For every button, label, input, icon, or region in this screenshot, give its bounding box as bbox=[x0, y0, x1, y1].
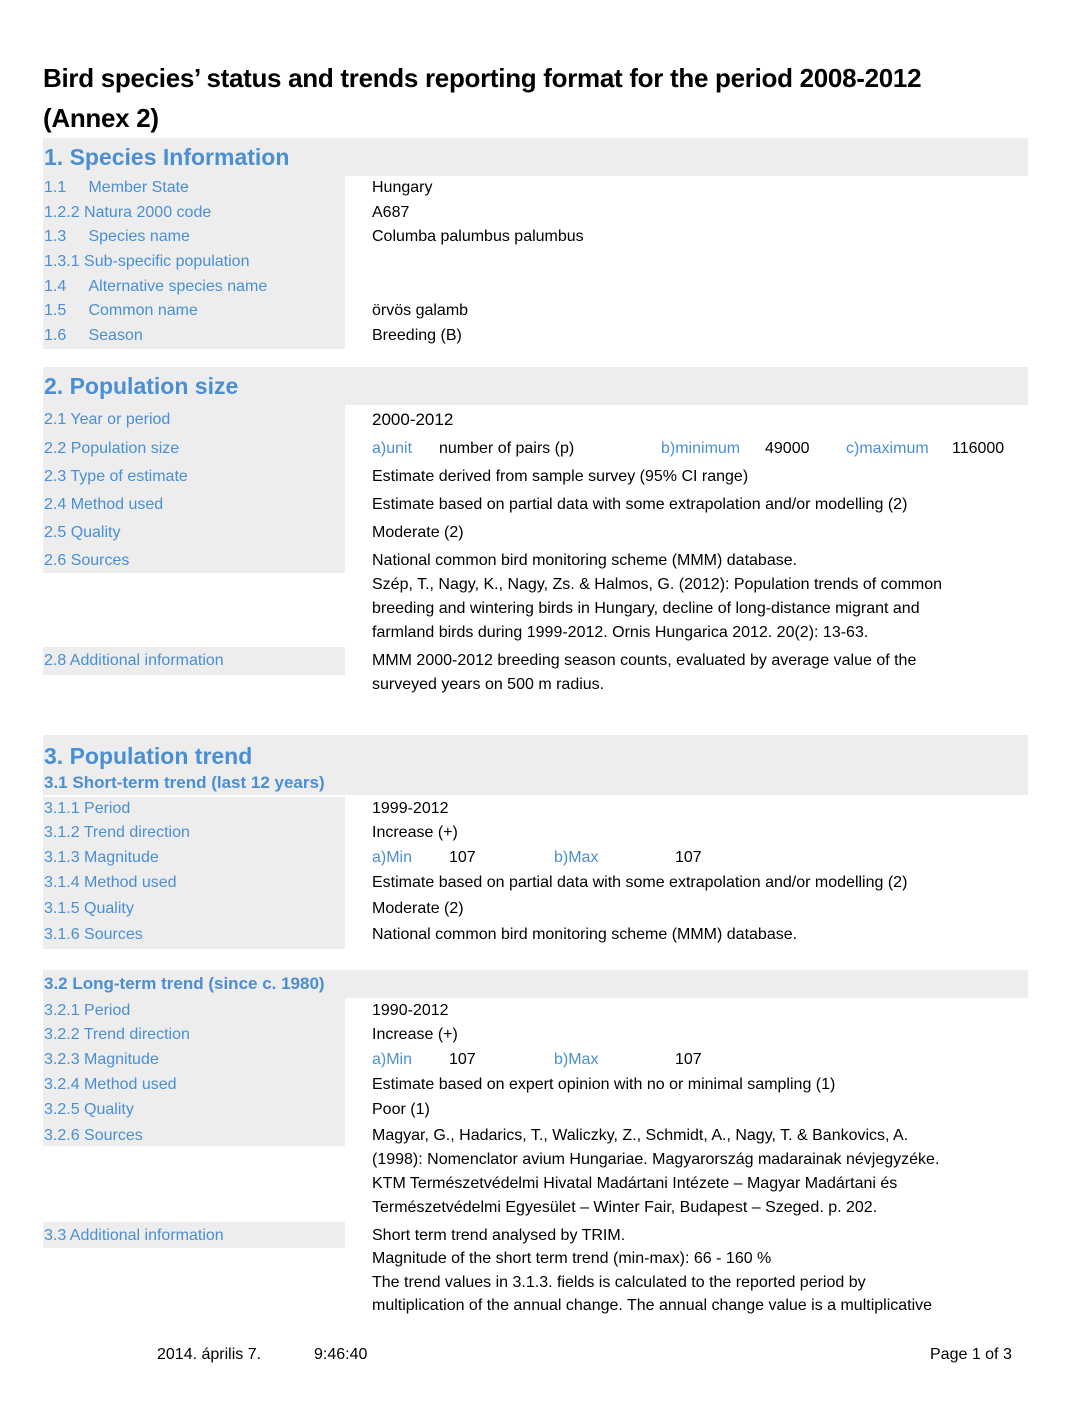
row-quality: 2.5 Quality Moderate (2) bbox=[43, 519, 1028, 547]
species-info-row bbox=[43, 201, 1028, 226]
row-long-method: 3.2.4 Method used Estimate based on expert opinion with no or minimal sampling (1) bbox=[43, 1072, 1028, 1097]
row-short-magnitude: 3.1.3 Magnitude a)Min 107 b)Max 107 bbox=[43, 845, 1028, 870]
long-term-trend-heading: 3.2 Long-term trend (since c. 1980) bbox=[43, 970, 1028, 998]
long-term-trend-table bbox=[43, 998, 1028, 1318]
footer-date: 2014. április 7. bbox=[157, 1346, 262, 1363]
row-population-size: 2.2 Population size a)unit number of pairs (p) b)minimum 49000 c)maximum 116000 bbox=[43, 435, 1028, 463]
species-info-row bbox=[43, 225, 1028, 250]
footer-time: 9:46:40 bbox=[314, 1346, 368, 1363]
field-label: 1.3 Species name bbox=[43, 225, 345, 250]
section-population-trend: 3. Population trend bbox=[43, 735, 1028, 771]
field-value: A687 bbox=[372, 203, 410, 221]
row-long-direction: 3.2.2 Trend direction Increase (+) bbox=[43, 1023, 1028, 1047]
row-additional-info: 2.8 Additional information MMM 2000-2012 breeding season counts, evaluated by average value of the surveyed years on 500 m radius. bbox=[43, 647, 1028, 697]
species-info-row bbox=[43, 176, 1028, 201]
field-value bbox=[345, 250, 1028, 275]
row-short-direction: 3.1.2 Trend direction Increase (+) bbox=[43, 821, 1028, 845]
report-page bbox=[43, 58, 1028, 1318]
field-label: 1.3.1 Sub-specific population bbox=[43, 250, 345, 275]
short-term-trend-heading: 3.1 Short-term trend (last 12 years) bbox=[43, 771, 1028, 795]
row-short-sources: 3.1.6 Sources National common bird monitoring scheme (MMM) database. bbox=[43, 921, 1028, 949]
field-label: 1.5 Common name bbox=[43, 299, 345, 324]
field-value: Hungary bbox=[372, 179, 433, 196]
row-long-period: 3.2.1 Period 1990-2012 bbox=[43, 998, 1028, 1023]
population-size-table bbox=[43, 405, 1028, 697]
row-long-sources: 3.2.6 Sources Magyar, G., Hadarics, T., Waliczky, Z., Schmidt, A., Nagy, T. & Bankovics, A. (1998): Nomenclator avium Hungariae. Magyarország madarainak névjegyzéke. KTM Természetvédelmi Hivatal Madártani Intézete – Magyar Madártani és Természetvédelmi Egyesület – Winter Fair, Budapest – Szeged. p. 202. bbox=[43, 1122, 1028, 1220]
species-info-row bbox=[43, 324, 1028, 349]
row-type-estimate: 2.3 Type of estimate Estimate derived from sample survey (95% CI range) bbox=[43, 463, 1028, 491]
field-label: 1.2.2 Natura 2000 code bbox=[43, 201, 345, 226]
field-value: Breeding (B) bbox=[372, 327, 462, 345]
field-value: örvös galamb bbox=[372, 302, 469, 320]
document-title: Bird species’ status and trends reporting format for the period 2008-2012 (Annex 2) bbox=[43, 63, 922, 133]
row-short-quality: 3.1.5 Quality Moderate (2) bbox=[43, 896, 1028, 921]
field-label: 1.1 Member State bbox=[43, 176, 345, 201]
row-year: 2.1 Year or period 2000-2012 bbox=[43, 405, 1028, 435]
row-sources: 2.6 Sources National common bird monitoring scheme (MMM) database. Szép, T., Nagy, K., Nagy, Zs. & Halmos, G. (2012): Population trends of common breeding and wintering birds in Hungary, decline of long-distance migrant and farmland birds during 1999-2012. Ornis Hungarica 2012. 20(2): 13-63. bbox=[43, 547, 1028, 645]
species-info-row bbox=[43, 299, 1028, 324]
page-number: Page 1 of 3 bbox=[930, 1346, 1012, 1363]
row-long-quality: 3.2.5 Quality Poor (1) bbox=[43, 1097, 1028, 1122]
section-population-size: 2. Population size bbox=[43, 367, 1028, 405]
row-method: 2.4 Method used Estimate based on partial data with some extrapolation and/or modelling (2) bbox=[43, 491, 1028, 519]
field-value bbox=[345, 275, 1028, 300]
field-label: 1.4 Alternative species name bbox=[43, 275, 345, 300]
species-info-row bbox=[43, 275, 1028, 300]
species-info-row bbox=[43, 250, 1028, 275]
species-info-table bbox=[43, 176, 1028, 349]
field-value: Columba palumbus palumbus bbox=[372, 228, 584, 246]
row-trend-additional-info: 3.3 Additional information Short term trend analysed by TRIM. Magnitude of the short term trend (min-max): 66 - 160 % The trend values in 3.1.3. fields is calculated to the reported period by multiplication of the annual change. The annual change value is a multiplicative bbox=[43, 1222, 1028, 1318]
row-long-magnitude: 3.2.3 Magnitude a)Min 107 b)Max 107 bbox=[43, 1047, 1028, 1072]
row-short-period: 3.1.1 Period 1999-2012 bbox=[43, 797, 1028, 821]
row-short-method: 3.1.4 Method used Estimate based on partial data with some extrapolation and/or modelling (2) bbox=[43, 870, 1028, 896]
short-term-trend-table bbox=[43, 797, 1028, 949]
field-label: 1.6 Season bbox=[43, 324, 345, 349]
section-species-information: 1. Species Information bbox=[43, 138, 1028, 176]
